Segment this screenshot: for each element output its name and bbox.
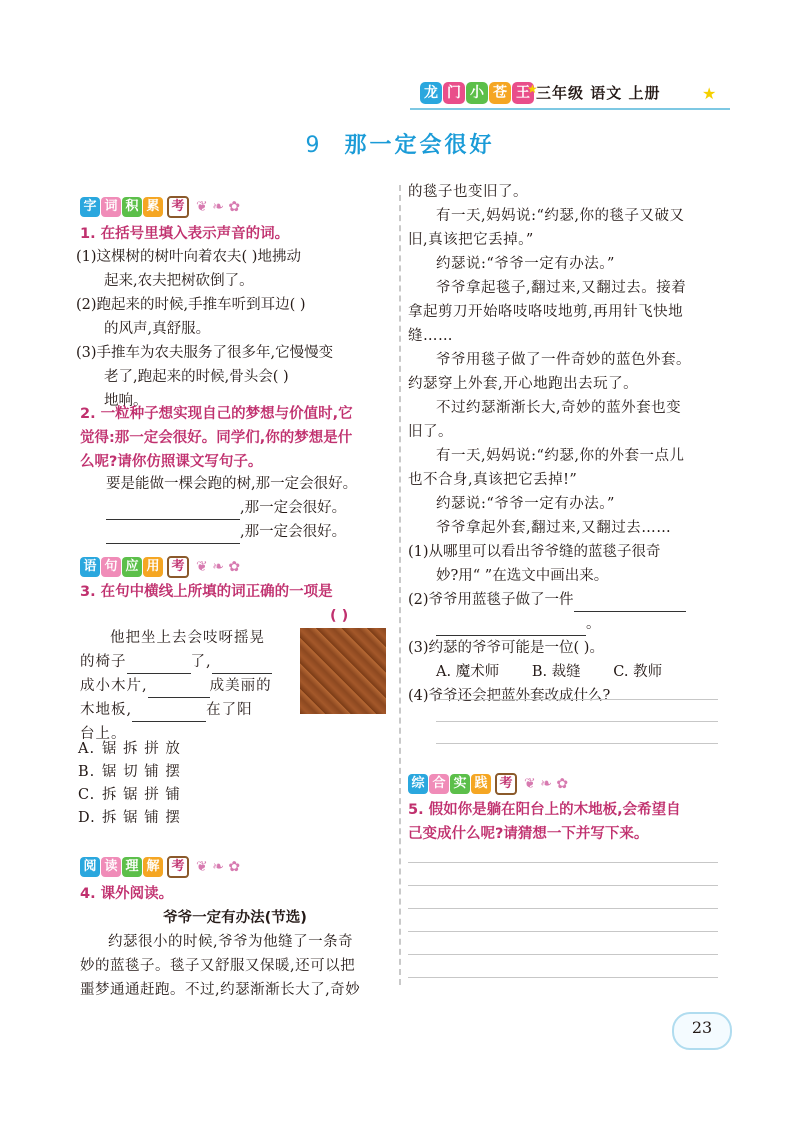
passage-line: 旧,真该把它丢掉。” [408, 232, 534, 248]
passage-line: 有一天,妈妈说:“约瑟,你的毯子又破又 [436, 208, 685, 224]
logo-char: 龙 [420, 82, 442, 104]
q4-subquestions [408, 540, 738, 708]
section-char: 句 [101, 557, 121, 577]
option-letter: A. [78, 741, 96, 757]
q1-item-line: 地响。 [104, 393, 148, 409]
passage-line: 约瑟很小的时候,爷爷为他缝了一条奇 [108, 934, 354, 950]
header-rule [410, 108, 730, 110]
star-icon: ★ [527, 82, 538, 96]
q4-sub2-line [408, 612, 738, 636]
q3-fragment: 木地板, [80, 702, 133, 718]
logo-char: 王 [512, 82, 534, 104]
series-logo [420, 82, 534, 104]
answer-blank[interactable] [436, 619, 586, 636]
q4-sub1-line: 妙?用“ ”在选文中画出来。 [436, 568, 609, 584]
answer-rule[interactable] [408, 862, 718, 863]
answer-rule[interactable] [436, 721, 718, 722]
q4-sub3-options [408, 660, 738, 684]
q3-sentence [80, 626, 290, 746]
section-char: 字 [80, 197, 100, 217]
passage-line: 拿起剪刀开始咯吱咯吱地剪,再用针飞快地 [408, 304, 684, 320]
q1-item-line: 的风声,真舒服。 [104, 321, 211, 337]
section-char: 阅 [80, 857, 100, 877]
passage-line: 约瑟说:“爷爷一定有办法。” [436, 256, 615, 272]
lesson-number: 9 [305, 133, 323, 158]
q2-title-line: 觉得:那一定会很好。同学们,你的梦想是什 [80, 430, 353, 446]
answer-blank[interactable] [148, 681, 210, 698]
q3-options [78, 738, 181, 830]
q4-sub2-line [408, 588, 738, 612]
section-header-practice [408, 773, 568, 795]
answer-rule[interactable] [408, 954, 718, 955]
passage-line: 缝…… [408, 328, 453, 344]
answer-rule[interactable] [436, 699, 718, 700]
option-a[interactable] [78, 738, 181, 761]
q3-fragment: 了, [190, 654, 212, 670]
question-3-answer-paren[interactable]: ( ) [330, 608, 349, 624]
passage-line: 约瑟穿上外套,开心地跑出去玩了。 [408, 376, 639, 392]
q3-line [80, 698, 290, 722]
q3-fragment: 的椅子 [80, 654, 127, 670]
exam-badge-icon: 考 [167, 856, 189, 878]
q2-example: 要是能做一棵会跑的树,那一定会很好。 [106, 476, 358, 492]
butterfly-decoration-icon: ❦ ❧ ✿ [196, 859, 241, 875]
q1-item-line: (3)手推车为农夫服务了很多年,它慢慢变 [76, 345, 334, 361]
option-text: 拆 锯 拼 铺 [102, 787, 181, 803]
section-char: 语 [80, 557, 100, 577]
answer-rule[interactable] [408, 931, 718, 932]
question-1-items [76, 245, 396, 413]
answer-blank[interactable] [574, 595, 686, 612]
q3-line: 台上。 [80, 726, 127, 742]
answer-rule[interactable] [436, 743, 718, 744]
q3-fragment: 成美丽的 [209, 678, 272, 694]
option-text: 锯 切 铺 摆 [102, 764, 181, 780]
option-text: 锯 拆 拼 放 [102, 741, 181, 757]
q3-line [80, 650, 290, 674]
logo-char: 苍 [489, 82, 511, 104]
q2-suffix: ,那一定会很好。 [240, 500, 347, 516]
passage-line: 噩梦通通赶跑。不过,约瑟渐渐长大了,奇妙 [80, 982, 361, 998]
butterfly-decoration-icon: ❦ ❧ ✿ [196, 559, 241, 575]
option-letter: C. [78, 787, 96, 803]
passage-title: 爷爷一定有办法(节选) [163, 910, 307, 926]
q3-fragment: 成小木片, [80, 678, 148, 694]
option-teacher[interactable]: C. 教师 [613, 664, 663, 680]
q2-title-line: 2. 一粒种子想实现自己的梦想与价值时,它 [80, 406, 353, 422]
option-b[interactable] [78, 761, 181, 784]
passage-line: 妙的蓝毯子。毯子又舒服又保暖,还可以把 [80, 958, 356, 974]
q2-answer-line-2 [106, 520, 346, 544]
lesson-title [0, 128, 800, 159]
q4-sub2-text: (2)爷爷用蓝毯子做了一件 [408, 592, 574, 608]
option-letter: D. [78, 810, 96, 826]
answer-rule[interactable] [408, 977, 718, 978]
q3-fragment: 在了阳 [206, 702, 253, 718]
exam-badge-icon: 考 [167, 556, 189, 578]
question-2-title [80, 402, 400, 474]
section-char: 践 [471, 774, 491, 794]
passage-left [80, 930, 390, 1002]
section-char: 用 [143, 557, 163, 577]
page-number: 23 [691, 1018, 713, 1037]
question-4-title: 4. 课外阅读。 [80, 886, 174, 902]
section-char: 解 [143, 857, 163, 877]
passage-line: 爷爷拿起外套,翻过来,又翻过去…… [436, 520, 672, 536]
section-char: 累 [143, 197, 163, 217]
answer-rule[interactable] [408, 885, 718, 886]
answer-blank[interactable] [106, 527, 240, 544]
wood-floor-image [300, 628, 386, 714]
logo-char: 门 [443, 82, 465, 104]
question-1-title: 1. 在括号里填入表示声音的词。 [80, 226, 290, 242]
column-divider [399, 185, 401, 985]
q1-item-line: 起来,农夫把树砍倒了。 [104, 273, 254, 289]
section-char: 读 [101, 857, 121, 877]
q4-sub3-line: (3)约瑟的爷爷可能是一位( )。 [408, 640, 604, 656]
q1-item-line: 老了,跑起来的时候,骨头会( ) [104, 369, 289, 385]
passage-line: 不过约瑟渐渐长大,奇妙的蓝外套也变 [436, 400, 682, 416]
exam-badge-icon: 考 [495, 773, 517, 795]
section-header-sentence [80, 556, 240, 578]
logo-char: 小 [466, 82, 488, 104]
q5-title-line: 5. 假如你是躺在阳台上的木地板,会希望自 [408, 802, 681, 818]
section-char: 积 [122, 197, 142, 217]
question-5-title [408, 798, 738, 846]
answer-blank[interactable] [212, 657, 272, 674]
option-d[interactable] [78, 807, 181, 830]
passage-line: 的毯子也变旧了。 [408, 184, 528, 200]
passage-right [408, 180, 738, 540]
q2-title-line: 么呢?请你仿照课文写句子。 [80, 454, 263, 470]
q2-suffix: ,那一定会很好。 [240, 524, 347, 540]
passage-line: 爷爷用毯子做了一件奇妙的蓝色外套。 [436, 352, 691, 368]
answer-blank[interactable] [132, 705, 206, 722]
butterfly-decoration-icon: ❦ ❧ ✿ [196, 199, 241, 215]
q4-sub4-line: (4)爷爷还会把蓝外套改成什么? [408, 688, 611, 704]
option-letter: B. [78, 764, 96, 780]
answer-rule[interactable] [408, 908, 718, 909]
passage-line: 也不合身,真该把它丢掉!” [408, 472, 578, 488]
passage-line: 爷爷拿起毯子,翻过来,又翻过去。接着 [436, 280, 687, 296]
section-char: 理 [122, 857, 142, 877]
q5-title-line: 己变成什么呢?请猜想一下并写下来。 [408, 826, 649, 842]
answer-blank[interactable] [127, 657, 191, 674]
exam-badge-icon: 考 [167, 196, 189, 218]
q4-sub2-end: 。 [586, 616, 601, 632]
star-icon: ★ [702, 84, 717, 103]
passage-line: 有一天,妈妈说:“约瑟,你的外套一点儿 [436, 448, 685, 464]
section-header-reading [80, 856, 240, 878]
q4-sub1-line: (1)从哪里可以看出爷爷缝的蓝毯子很奇 [408, 544, 661, 560]
q3-line: 他把坐上去会吱呀摇晃 [110, 630, 265, 646]
lesson-name: 那一定会很好 [344, 133, 495, 158]
section-char: 合 [429, 774, 449, 794]
option-magician[interactable]: A. 魔术师 [436, 664, 500, 680]
butterfly-decoration-icon: ❦ ❧ ✿ [524, 776, 569, 792]
passage-line: 约瑟说:“爷爷一定有办法。” [436, 496, 615, 512]
option-tailor[interactable]: B. 裁缝 [531, 664, 581, 680]
q1-item-line: (2)跑起来的时候,手推车听到耳边( ) [76, 297, 306, 313]
option-text: 拆 锯 铺 摆 [102, 810, 181, 826]
q2-answer-line-1 [106, 496, 346, 520]
section-char: 综 [408, 774, 428, 794]
section-char: 实 [450, 774, 470, 794]
section-header-vocab [80, 196, 240, 218]
section-char: 词 [101, 197, 121, 217]
q1-item-line: (1)这棵树的树叶向着农夫( )地拂动 [76, 249, 301, 265]
option-c[interactable] [78, 784, 181, 807]
question-3-title: 3. 在句中横线上所填的词正确的一项是 [80, 584, 333, 600]
q3-line [80, 674, 290, 698]
passage-line: 旧了。 [408, 424, 453, 440]
section-char: 应 [122, 557, 142, 577]
grade-subject: 三年级 语文 上册 [536, 84, 661, 102]
answer-blank[interactable] [106, 503, 240, 520]
